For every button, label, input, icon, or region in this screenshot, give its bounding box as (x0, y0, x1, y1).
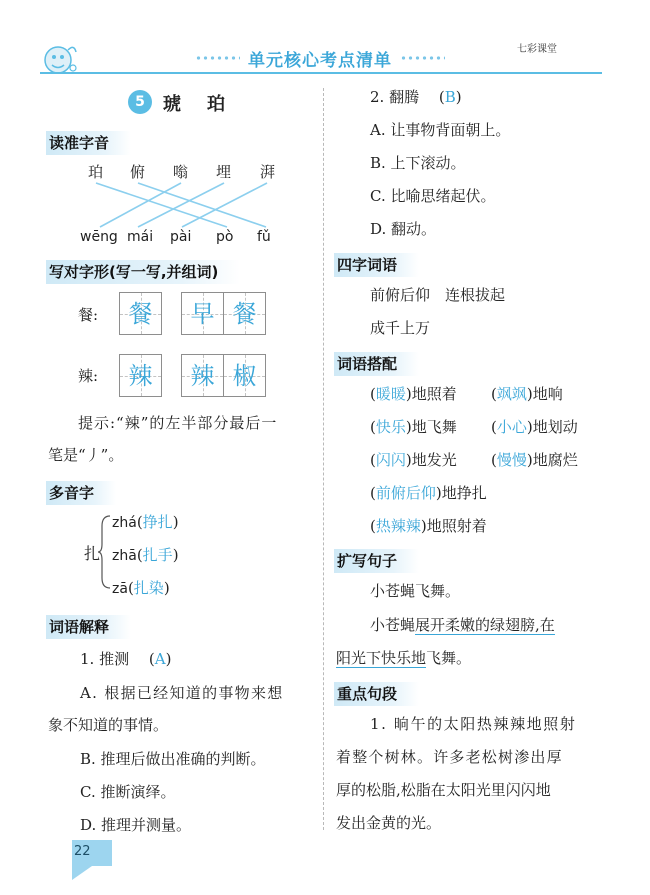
collocation-text: 地挣扎 (441, 484, 487, 502)
vocab-q1-option-a-cont: 象不知道的事情。 (48, 716, 169, 734)
writing-grid (181, 292, 224, 335)
q-num: 2. (370, 88, 385, 106)
section-tag-expand: 扩写句子 (334, 549, 419, 573)
pron-pinyin-3: pài (170, 229, 192, 245)
key-line3: 厚的松脂,松脂在太阳光里闪闪地 (336, 781, 551, 799)
collocation-item: (前俯后仰)地挣扎 (370, 484, 487, 502)
writing-grid (181, 354, 224, 397)
collocation-answer: 暖暖 (375, 385, 406, 403)
polyphonic-char: 扎 (84, 544, 101, 563)
grid-char: 餐 (232, 300, 257, 328)
expand-end: 飞舞。 (426, 649, 472, 667)
vocab-q2-option-b: B. 上下滚动。 (370, 154, 466, 172)
collocation-answer: 小心 (496, 418, 527, 436)
writing-label-1: 餐: (78, 306, 99, 324)
expand-insert2: 阳光下快乐地 (336, 649, 427, 667)
polyphonic-reading-2: zhā(扎手) (112, 546, 179, 564)
key-line2: 着整个树林。许多老松树渗出厚 (336, 748, 563, 766)
writing-grid (119, 292, 162, 335)
grid-char: 早 (190, 300, 215, 328)
collocation-item: (热辣辣)地照射着 (370, 517, 487, 535)
collocation-answer: 飒飒 (496, 385, 527, 403)
pron-char-3: 嗡 (173, 163, 189, 181)
collocation-answer: 前俯后仰 (375, 484, 436, 502)
section-tag-pronunciation: 读准字音 (46, 131, 131, 155)
lesson-number-badge: 5 (128, 90, 152, 114)
expand-original: 小苍蝇飞舞。 (370, 582, 461, 600)
section-tag-collocation: 词语搭配 (334, 352, 419, 376)
vocab-q2-option-a: A. 让事物背面朝上。 (370, 121, 511, 139)
writing-grid (223, 354, 266, 397)
vocab-q2-option-c: C. 比喻思绪起伏。 (370, 187, 496, 205)
vocab-q1-option-a: A. 根据已经知道的事物来想 (80, 684, 284, 702)
expand-start: 小苍蝇 (370, 616, 416, 634)
q-word: 翻腾 (389, 88, 420, 106)
pron-pinyin-4: pò (216, 229, 234, 245)
pron-pinyin-2: mái (127, 229, 154, 245)
q-word: 推测 (99, 650, 130, 668)
collocation-item: (小心)地划动 (491, 418, 578, 436)
collocation-answer: 快乐 (375, 418, 406, 436)
section-tag-four-char: 四字词语 (334, 253, 419, 277)
collocation-text: 地飞舞 (411, 418, 457, 436)
collocation-answer: 热辣辣 (375, 517, 421, 535)
collocation-text: 地照着 (411, 385, 457, 403)
reading-pinyin: zhá (112, 515, 137, 531)
polyphonic-reading-1: zhá(挣扎) (112, 513, 179, 531)
page-number-tab (72, 866, 112, 880)
section-tag-writing: 写对字形(写一写,并组词) (46, 260, 240, 284)
pron-pinyin-1: wēng (80, 229, 118, 245)
vocab-q2-option-d: D. 翻动。 (370, 220, 437, 238)
collocation-text: 地响 (532, 385, 563, 403)
collocation-text: 地照射着 (426, 517, 487, 535)
collocation-item: (暖暖)地照着 (370, 385, 457, 403)
collocation-answer: 慢慢 (496, 451, 527, 469)
collocation-item: (飒飒)地响 (491, 385, 563, 403)
pron-char-4: 埋 (216, 163, 232, 181)
header-title: 单元核心考点清单 (248, 51, 392, 71)
q-answer: A (154, 650, 166, 668)
q-answer: B (444, 88, 456, 106)
key-line1: 1. 晌午的太阳热辣辣地照射 (370, 715, 577, 733)
collocation-item: (慢慢)地腐烂 (491, 451, 578, 469)
vocab-q1-option-d: D. 推理并测量。 (80, 816, 192, 834)
writing-grid (223, 292, 266, 335)
four-char-line1: 前俯后仰 连根拔起 (370, 286, 506, 304)
page-number: 22 (72, 840, 112, 866)
pron-char-2: 俯 (130, 163, 146, 181)
collocation-text: 地划动 (532, 418, 578, 436)
brace-icon (98, 514, 112, 590)
pron-char-1: 珀 (88, 163, 104, 181)
grid-char: 辣 (190, 362, 215, 390)
grid-char: 辣 (128, 362, 153, 390)
q-num: 1. (80, 650, 95, 668)
writing-hint-line1: 提示:“辣”的左半部分最后一 (78, 414, 278, 432)
vocab-q1-option-c: C. 推断演绎。 (80, 783, 176, 801)
expand-insert1b: 在 (539, 616, 555, 634)
collocation-text: 地发光 (411, 451, 457, 469)
reading-pinyin: zhā (112, 548, 137, 564)
polyphonic-reading-3: zā(扎染) (112, 579, 170, 597)
reading-word: 扎染 (133, 579, 164, 597)
section-tag-polyphonic: 多音字 (46, 481, 116, 505)
writing-label-2: 辣: (78, 367, 99, 385)
lesson-title: 琥珀 (163, 94, 251, 115)
writing-hint-line2: 笔是“丿”。 (48, 446, 124, 464)
key-line4: 发出金黄的光。 (336, 814, 442, 832)
vocab-q1: 1. 推测 (A) (80, 650, 172, 668)
collocation-text: 地腐烂 (532, 451, 578, 469)
pron-char-5: 湃 (260, 163, 276, 181)
expand-line1 (370, 615, 555, 635)
collocation-item: (快乐)地飞舞 (370, 418, 457, 436)
brand-label: 七彩课堂 (517, 44, 557, 55)
pron-pinyin-5: fǔ (257, 229, 271, 245)
reading-word: 扎手 (142, 546, 173, 564)
grid-char: 椒 (232, 362, 257, 390)
four-char-line2: 成千上万 (370, 319, 431, 337)
collocation-answer: 闪闪 (375, 451, 406, 469)
expand-line2 (336, 648, 471, 668)
reading-word: 挣扎 (142, 513, 173, 531)
vocab-q2: 2. 翻腾 (B) (370, 88, 462, 106)
vocab-q1-option-b: B. 推理后做出准确的判断。 (80, 750, 266, 768)
expand-insert1: 展开柔嫩的绿翅膀, (415, 616, 540, 634)
grid-char: 餐 (128, 300, 153, 328)
writing-grid (119, 354, 162, 397)
section-tag-vocab: 词语解释 (46, 615, 131, 639)
collocation-item: (闪闪)地发光 (370, 451, 457, 469)
reading-pinyin: zā (112, 581, 128, 597)
section-tag-key: 重点句段 (334, 682, 419, 706)
